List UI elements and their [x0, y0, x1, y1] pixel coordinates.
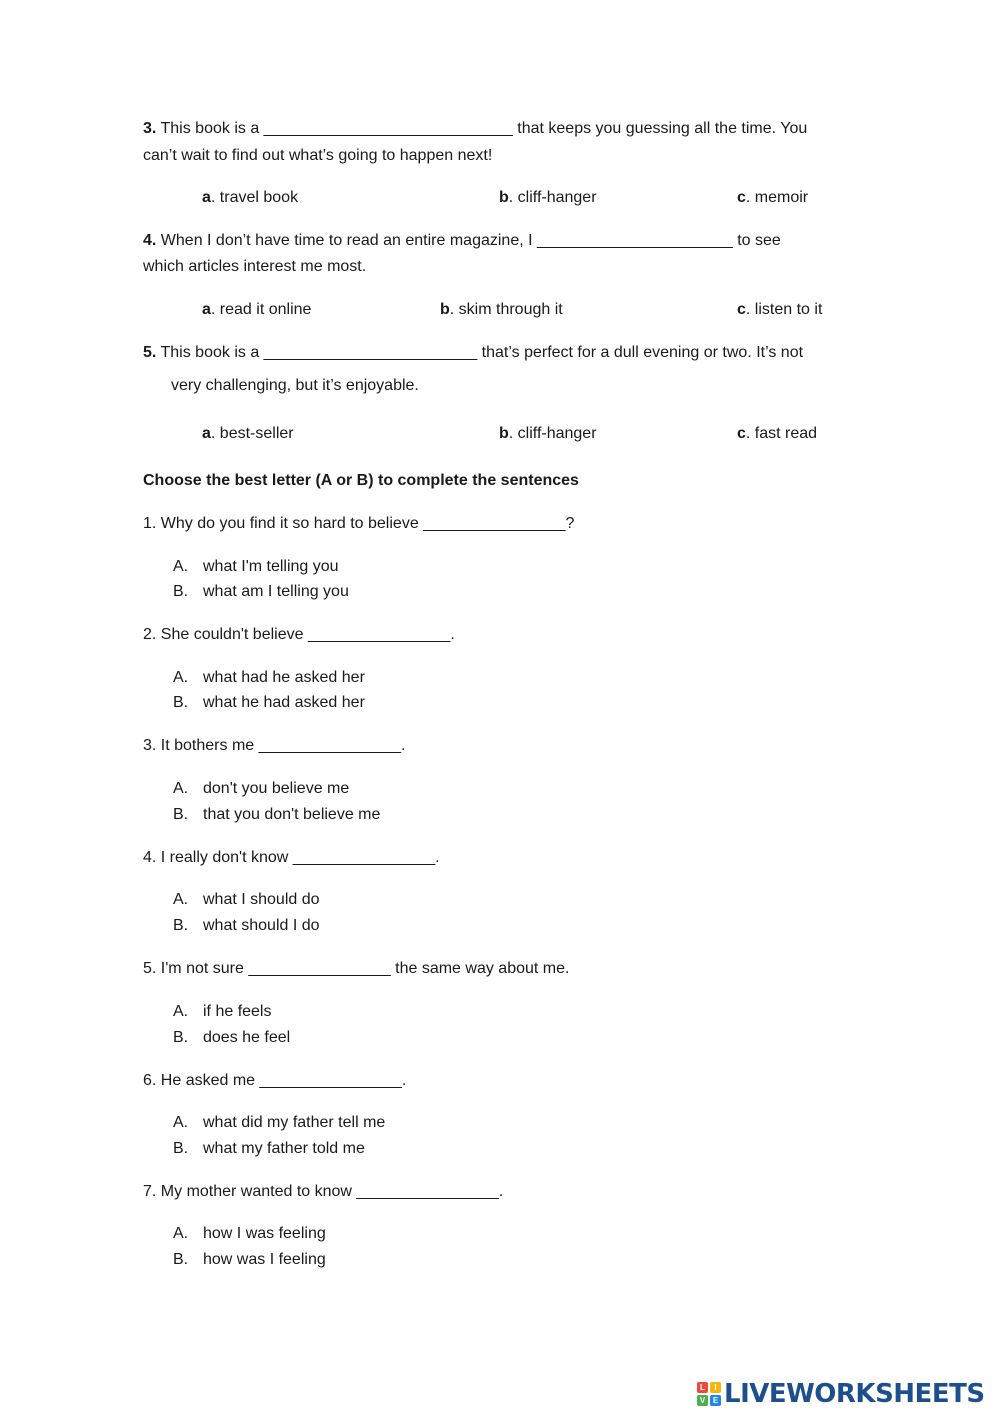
mc-question-text: 2. She couldn't believe ________________. — [143, 626, 455, 643]
liveworksheets-mark-icon: L I V E — [697, 1382, 721, 1406]
mc-question-text: 6. He asked me ________________. — [143, 1072, 407, 1089]
mc-question-text: 3. It bothers me ________________. — [143, 737, 406, 754]
liveworksheets-logo — [697, 1378, 985, 1410]
mc-question-text: 7. My mother wanted to know ________________. — [143, 1183, 504, 1200]
option-3c[interactable]: c. memoir — [737, 189, 809, 206]
question-5-line-1: 5. This book is a ________________________ that’s perfect for a dull evening or two. It’s not — [143, 344, 804, 361]
option-5b[interactable]: b. cliff-hanger — [499, 425, 597, 442]
mc-question-text: 4. I really don't know ________________. — [143, 849, 440, 866]
logo-text: LIVEWORKSHEETS — [724, 1379, 985, 1409]
question-3-line-2: can’t wait to find out what’s going to happen next! — [143, 147, 493, 164]
option-3b[interactable]: b. cliff-hanger — [499, 189, 597, 206]
option-5c[interactable]: c. fast read — [737, 425, 818, 442]
option-3a[interactable]: a. travel book — [202, 189, 299, 206]
question-3-line-1: 3. This book is a ____________________________ that keeps you guessing all the time. You — [143, 120, 808, 137]
option-4b[interactable]: b. skim through it — [440, 301, 563, 318]
option-5a[interactable]: a. best-seller — [202, 425, 294, 442]
mc-question-text: 1. Why do you find it so hard to believe ________________? — [143, 515, 575, 532]
option-4c[interactable]: c. listen to it — [737, 301, 823, 318]
question-4-line-1: 4. When I don’t have time to read an entire magazine, I ______________________ to see — [143, 232, 781, 249]
question-5-line-2: very challenging, but it’s enjoyable. — [171, 377, 419, 394]
question-4-line-2: which articles interest me most. — [143, 258, 367, 275]
mc-question-text: 5. I'm not sure ________________ the same way about me. — [143, 960, 570, 977]
option-4a[interactable]: a. read it online — [202, 301, 312, 318]
section-heading: Choose the best letter (A or B) to complete the sentences — [143, 472, 579, 489]
